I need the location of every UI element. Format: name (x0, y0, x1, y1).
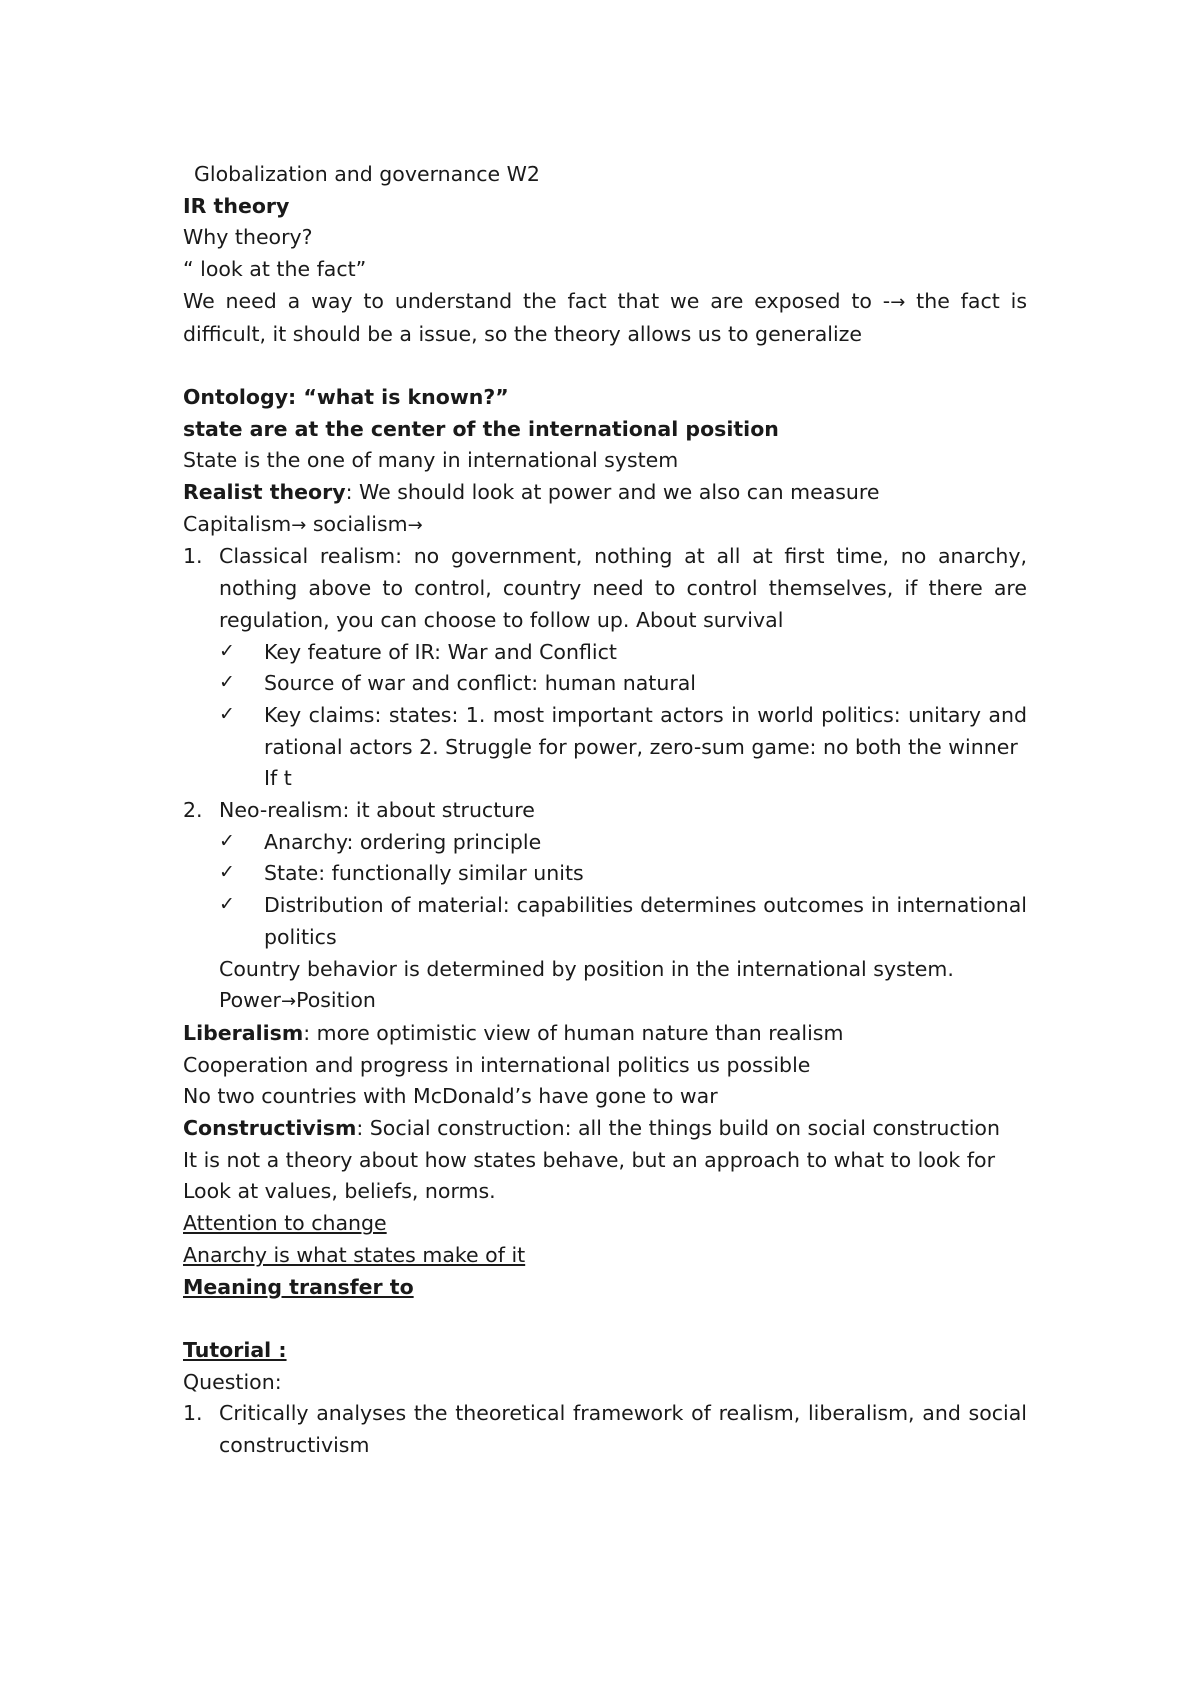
check-item (183, 637, 1027, 669)
check-item-text: Key claims: states: 1. most important actors in world politics: unitary and rational actors 2. Struggle for power, zero-sum game: no both the winner (264, 702, 1027, 759)
heading-state-center: state are at the center of the international position (183, 416, 779, 441)
liberalism-label: Liberalism (183, 1020, 304, 1045)
socialism-text: socialism (306, 511, 408, 536)
checkmark-icon: ✓ (219, 893, 235, 916)
if-t-line: If t (264, 766, 292, 791)
constructivism-label: Constructivism (183, 1116, 357, 1141)
list-number: 1. (183, 544, 203, 569)
list-item-text: Classical realism: no government, nothing at all at first time, no anarchy, nothing above to control, country need to control themselves, if there are regulation, you can choose to follow up. About survival (219, 544, 1027, 632)
power-position-line (183, 985, 1027, 1018)
tutorial-heading: Tutorial : (183, 1337, 287, 1362)
document-title: Globalization and governance W2 (194, 162, 540, 186)
check-item (183, 858, 1027, 890)
capitalism-line (183, 509, 1027, 542)
list-item-text: Neo-realism: it about structure (219, 798, 535, 823)
check-item-text: Anarchy: ordering principle (264, 829, 542, 854)
state-one-line: State is the one of many in international system (183, 448, 679, 473)
not-theory-paragraph: It is not a theory about how states behave, but an approach to what to look for (183, 1147, 995, 1172)
right-arrow-icon: → (291, 514, 307, 536)
question-label: Question: (183, 1369, 282, 1394)
list-item-classical-realism (183, 541, 1027, 636)
check-item (183, 700, 1027, 763)
why-theory-line: Why theory? (183, 225, 313, 250)
intro-paragraph (183, 286, 1027, 350)
question-text: Critically analyses the theoretical framework of realism, liberalism, and social constructivism (219, 1401, 1027, 1458)
check-item (183, 827, 1027, 859)
right-arrow-icon: → (890, 291, 906, 313)
realist-label: Realist theory (183, 480, 346, 505)
checkmark-icon: ✓ (219, 861, 235, 884)
checkmark-icon: ✓ (219, 671, 235, 694)
constructivism-paragraph (183, 1113, 1027, 1145)
intro-text-b: the fact is difficult, it should be a issue, so the theory allows us to generalize (183, 288, 1027, 346)
position-text: Position (296, 988, 376, 1013)
right-arrow-icon: → (280, 991, 297, 1013)
country-behavior-line: Country behavior is determined by position in the international system. (219, 956, 954, 981)
check-item-text: State: functionally similar units (264, 861, 584, 886)
check-item (183, 668, 1027, 700)
constructivism-text: : Social construction: all the things build on social construction (356, 1116, 1000, 1141)
list-number: 2. (183, 798, 203, 823)
checkmark-icon: ✓ (219, 829, 235, 852)
attention-line: Attention to change (183, 1211, 387, 1236)
capitalism-text: Capitalism (183, 511, 292, 536)
liberalism-text: : more optimistic view of human nature than realism (303, 1020, 844, 1045)
values-line: Look at values, beliefs, norms. (183, 1179, 496, 1204)
realist-line (183, 477, 1027, 509)
list-item-neo-realism (183, 795, 1027, 827)
check-item-text: Distribution of material: capabilities determines outcomes in international politics (264, 893, 1027, 949)
power-text: Power (219, 988, 281, 1013)
meaning-transfer-heading: Meaning transfer to (183, 1274, 414, 1299)
realist-text: : We should look at power and we also can measure (345, 480, 880, 505)
check-item-text: Source of war and conflict: human natural (264, 671, 697, 696)
check-item (183, 890, 1027, 953)
cooperation-line: Cooperation and progress in international politics us possible (183, 1052, 811, 1077)
right-arrow-icon: → (407, 514, 423, 536)
blank-line (183, 1303, 1027, 1335)
liberalism-line (183, 1018, 1027, 1050)
intro-text-a: We need a way to understand the fact that we are exposed to - (183, 288, 891, 313)
check-item-text: Key feature of IR: War and Conflict (264, 639, 617, 664)
checkmark-icon: ✓ (219, 702, 235, 725)
heading-ontology: Ontology: “what is known?” (183, 384, 509, 409)
list-number: 1. (183, 1401, 203, 1426)
question-item (183, 1398, 1027, 1461)
heading-ir-theory: IR theory (183, 193, 290, 218)
checkmark-icon: ✓ (219, 639, 235, 662)
mcdonalds-line: No two countries with McDonald’s have gone to war (183, 1084, 718, 1109)
blank-line (183, 350, 1027, 382)
anarchy-line: Anarchy is what states make of it (183, 1242, 526, 1267)
quote-line: “ look at the fact” (183, 257, 367, 282)
